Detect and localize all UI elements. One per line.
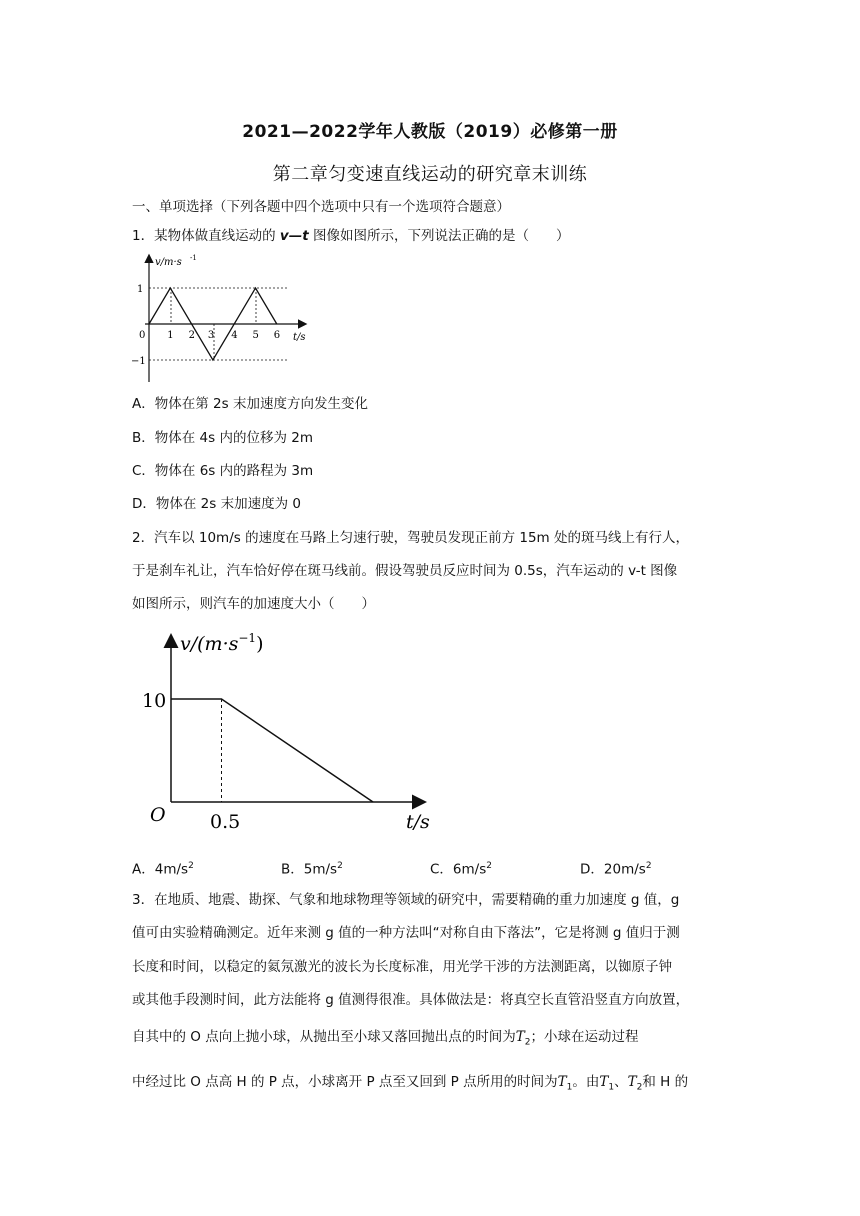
q3-line6-c: 、	[614, 1074, 628, 1090]
q3-line6-T1b: T	[599, 1074, 609, 1090]
q3-line4: 或其他手段测时间，此方法能将 g 值测得很准。具体做法是：将真空长直管沿竖直方向放置，	[132, 992, 690, 1008]
q2-line3: 如图所示，则汽车的加速度大小（ ）	[132, 596, 375, 612]
q2-option-d[interactable]	[580, 856, 652, 880]
q1-x-tick-4: 4	[231, 330, 238, 341]
q1-stem-b: 图像如图所示，下列说法正确的是（ ）	[308, 228, 570, 244]
document-title: 2021—2022学年人教版（2019）必修第一册	[242, 122, 618, 142]
q3-line2: 值可由实验精确测定。近年来测 g 值的一种方法叫“对称自由下落法”，它是将测 g 值归于测	[132, 925, 680, 941]
q3-line3: 长度和时间，以稳定的氦氖激光的波长为长度标准，用光学干涉的方法测距离，以铷原子钟	[132, 959, 672, 975]
q1-option-c[interactable]: C．物体在 6s 内的路程为 3m	[132, 463, 314, 479]
q2-option-a-label: A．4m/s	[132, 861, 189, 878]
q2-y-tick: 10	[142, 690, 167, 712]
q1-x-tick-3: 3	[207, 330, 215, 341]
q1-option-d[interactable]: D．物体在 2s 末加速度为 0	[132, 496, 301, 512]
q1-y-tick-neg: −1	[131, 356, 146, 367]
q2-option-d-label: D．20m/s	[580, 861, 646, 878]
q1-x-ticks	[167, 330, 280, 341]
q2-option-c[interactable]	[430, 856, 492, 880]
q2-option-b-label: B．5m/s	[281, 861, 338, 878]
q3-line1: 3．在地质、地震、勘探、气象和地球物理等领域的研究中，需要精确的重力加速度 g 值，g	[132, 892, 680, 908]
q2-y-label-sup: −1	[238, 631, 257, 645]
q2-origin-label: O	[150, 804, 166, 826]
q1-x-tick-2: 2	[188, 330, 195, 341]
q1-x-tick-1: 1	[167, 330, 174, 341]
q3-line5-T: T	[515, 1029, 525, 1045]
q3-line6-T2: T	[627, 1074, 637, 1090]
q2-line2: 于是刹车礼让，汽车恰好停在斑马线前。假设驾驶员反应时间为 0.5s，汽车运动的 v-t 图像	[132, 563, 678, 579]
q2-series-line	[171, 699, 373, 802]
q3-line6-d: 和 H 的	[642, 1074, 689, 1090]
q1-y-label: v/m·s	[155, 257, 182, 268]
section-heading: 一、单项选择（下列各题中四个选项中只有一个选项符合题意）	[132, 199, 510, 215]
q1-x-tick-5: 5	[252, 330, 259, 341]
q3-line5-sub: 2	[524, 1037, 531, 1048]
q3-line5	[132, 1027, 638, 1053]
q1-x-label: t/s	[293, 332, 306, 343]
document-subtitle: 第二章匀变速直线运动的研究章末训练	[272, 164, 588, 185]
q1-option-a[interactable]: A．物体在第 2s 末加速度方向发生变化	[132, 396, 368, 412]
q1-y-tick-pos: 1	[137, 284, 144, 295]
q2-x-label: t/s	[406, 811, 430, 833]
q2-option-d-sup: 2	[645, 861, 652, 871]
q1-y-label-sup: -1	[190, 254, 197, 262]
q1-stem-a: 1．某物体做直线运动的	[132, 228, 280, 244]
q2-y-label-end: )	[256, 633, 264, 655]
q2-option-b[interactable]	[281, 856, 343, 880]
q3-line6-b: 。由	[572, 1074, 600, 1090]
q2-y-label-main: v/(m·s	[180, 633, 239, 655]
q3-line5-a: 自其中的 O 点向上抛小球，从抛出至小球又落回抛出点的时间为	[132, 1029, 516, 1045]
q2-line1: 2．汽车以 10m/s 的速度在马路上匀速行驶，驾驶员发现正前方 15m 处的斑马线上有行人，	[132, 530, 689, 546]
q3-line5-b: ；小球在运动过程	[530, 1029, 639, 1045]
q3-line6-T1b-sub: 1	[608, 1082, 615, 1093]
q1-stem-var: v—t	[279, 228, 309, 244]
q2-y-label	[180, 631, 263, 655]
q1-x-tick-6: 6	[273, 330, 281, 341]
q2-option-a-sup: 2	[188, 861, 194, 871]
q2-option-a[interactable]	[132, 856, 194, 880]
q2-option-c-label: C．6m/s	[430, 861, 487, 878]
q3-line6-T2-sub: 2	[636, 1082, 643, 1093]
q1-option-b[interactable]: B．物体在 4s 内的位移为 2m	[132, 430, 313, 446]
q3-line6-T1: T	[557, 1074, 567, 1090]
q2-vt-graph	[140, 626, 450, 836]
q1-origin-label: 0	[139, 330, 146, 341]
q2-option-b-sup: 2	[337, 861, 343, 871]
q1-vt-graph	[131, 250, 325, 388]
q2-x-tick: 0.5	[210, 811, 241, 833]
q2-option-c-sup: 2	[486, 861, 492, 871]
q3-line6	[132, 1072, 688, 1098]
q3-line6-T1-sub: 1	[566, 1082, 573, 1093]
q1-stem	[132, 226, 569, 246]
q3-line6-a: 中经过比 O 点高 H 的 P 点，小球离开 P 点至又回到 P 点所用的时间为	[132, 1074, 558, 1090]
